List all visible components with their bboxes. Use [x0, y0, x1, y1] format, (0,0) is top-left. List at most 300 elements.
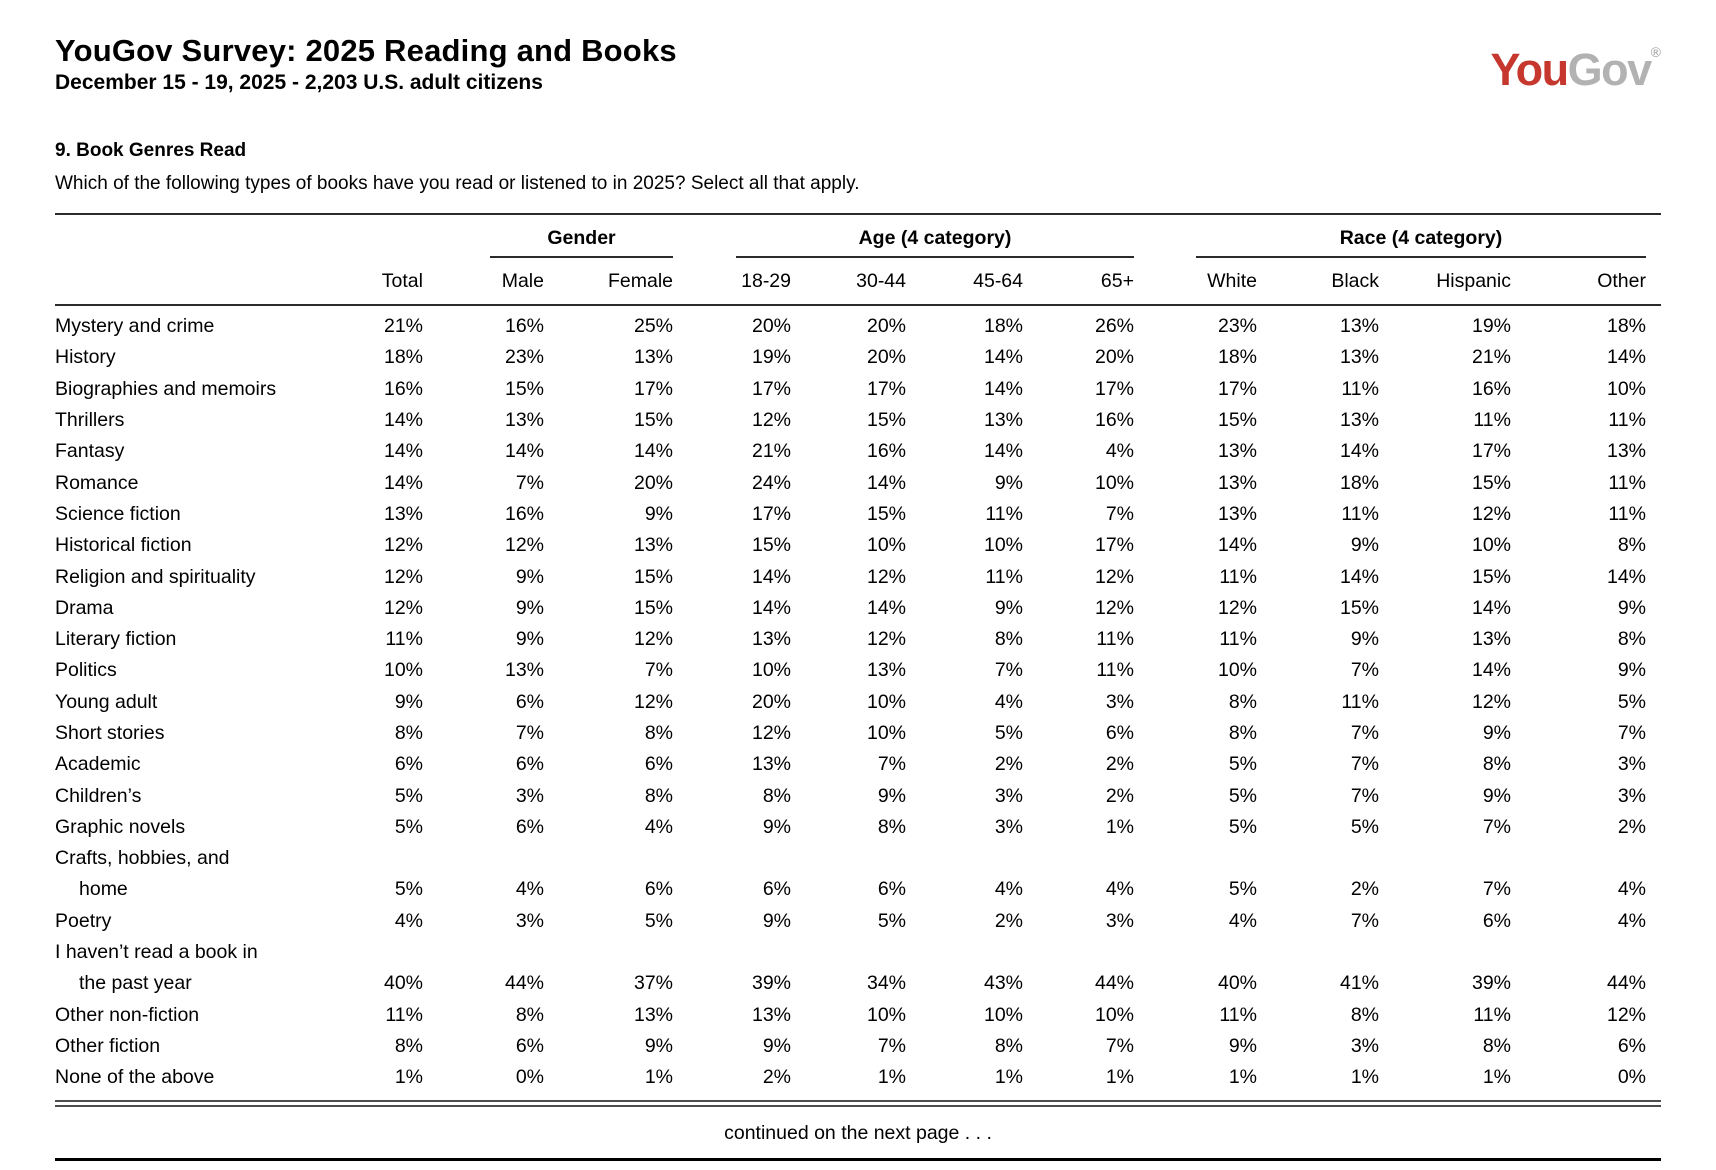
value-cell: 13% [1339, 315, 1379, 338]
value-cell: 13% [1217, 502, 1257, 525]
row-label-line: the past year [79, 972, 192, 995]
value-cell: 2% [1105, 753, 1134, 776]
value-cell: 2% [762, 1066, 791, 1089]
value-cell: 19% [751, 346, 791, 369]
table-row [55, 405, 1661, 436]
column-header: Total [355, 258, 423, 305]
table-row [55, 718, 1661, 749]
value-cell: 8% [994, 628, 1023, 651]
table-row [55, 749, 1661, 780]
row-label-line: Mystery and crime [55, 315, 215, 338]
row-label-line: Young adult [55, 690, 158, 713]
row-label [55, 843, 355, 906]
row-label [55, 718, 355, 749]
value-cell: 16% [1094, 409, 1134, 432]
value-cell: 4% [394, 909, 423, 932]
value-cell: 2% [994, 909, 1023, 932]
table-row [55, 655, 1661, 686]
table-row [55, 843, 1661, 906]
value-cell: 4% [994, 690, 1023, 713]
value-cell: 3% [994, 784, 1023, 807]
value-cell: 1% [994, 1066, 1023, 1089]
value-cell: 3% [1617, 753, 1646, 776]
value-cell: 10% [983, 1003, 1023, 1026]
value-cell: 9% [1350, 534, 1379, 557]
row-label [55, 593, 355, 624]
value-cell: 20% [866, 315, 906, 338]
table-row [55, 687, 1661, 718]
row-label-line: Other fiction [55, 1034, 161, 1057]
value-cell: 5% [1228, 753, 1257, 776]
column-header: Other [1511, 258, 1661, 305]
value-cell: 10% [866, 1003, 906, 1026]
value-cell: 14% [383, 440, 423, 463]
value-cell: 23% [504, 346, 544, 369]
table-row [55, 1062, 1661, 1098]
table-row [55, 812, 1661, 843]
value-cell: 44% [1606, 972, 1646, 995]
value-cell: 8% [394, 721, 423, 744]
value-cell: 12% [383, 534, 423, 557]
value-cell: 17% [751, 377, 791, 400]
value-cell: 26% [1094, 315, 1134, 338]
value-cell: 14% [504, 440, 544, 463]
value-cell: 14% [751, 596, 791, 619]
value-cell: 14% [1471, 596, 1511, 619]
value-cell: 2% [1350, 878, 1379, 901]
document-header [55, 34, 1661, 95]
table-row [55, 499, 1661, 530]
value-cell: 5% [394, 815, 423, 838]
value-cell: 15% [751, 534, 791, 557]
registered-trademark-icon: ® [1650, 44, 1661, 60]
value-cell: 9% [762, 1034, 791, 1057]
value-cell: 14% [1339, 440, 1379, 463]
value-cell: 4% [1617, 909, 1646, 932]
continued-note: continued on the next page . . . [724, 1121, 992, 1144]
value-cell: 9% [762, 815, 791, 838]
question-heading: 9. Book Genres Read [55, 140, 247, 162]
value-cell: 7% [1350, 753, 1379, 776]
value-cell: 9% [1617, 596, 1646, 619]
row-label [55, 687, 355, 718]
value-cell: 8% [1482, 753, 1511, 776]
table-row [55, 1000, 1661, 1031]
logo-you-text: You [1490, 44, 1568, 95]
value-cell: 13% [1606, 440, 1646, 463]
group-header-cell [423, 214, 673, 258]
value-cell: 3% [994, 815, 1023, 838]
value-cell: 7% [1482, 815, 1511, 838]
value-cell: 19% [1471, 315, 1511, 338]
page-title: YouGov Survey: 2025 Reading and Books [55, 33, 677, 68]
value-cell: 2% [1105, 784, 1134, 807]
value-cell: 14% [1606, 565, 1646, 588]
value-cell: 12% [866, 628, 906, 651]
value-cell: 12% [1471, 690, 1511, 713]
value-cell: 24% [751, 471, 791, 494]
question-text: Which of the following types of books have you read or listened to in 2025? Select all that apply. [55, 172, 860, 194]
value-cell: 14% [866, 471, 906, 494]
value-cell: 13% [633, 534, 673, 557]
group-header: Age (4 category) [736, 227, 1134, 258]
value-cell: 10% [1606, 377, 1646, 400]
value-cell: 6% [1482, 909, 1511, 932]
row-label-line: Graphic novels [55, 815, 186, 838]
value-cell: 6% [644, 878, 673, 901]
value-cell: 41% [1339, 972, 1379, 995]
value-cell: 34% [866, 972, 906, 995]
value-cell: 8% [515, 1003, 544, 1026]
value-cell: 14% [983, 377, 1023, 400]
value-cell: 4% [644, 815, 673, 838]
value-cell: 6% [1105, 721, 1134, 744]
row-label [55, 305, 355, 342]
value-cell: 40% [383, 972, 423, 995]
value-cell: 1% [1228, 1066, 1257, 1089]
value-cell: 11% [1341, 690, 1379, 713]
value-cell: 7% [1350, 784, 1379, 807]
value-cell: 8% [644, 721, 673, 744]
value-cell: 10% [1094, 471, 1134, 494]
value-cell: 4% [994, 878, 1023, 901]
value-cell: 21% [383, 315, 423, 338]
value-cell: 39% [751, 972, 791, 995]
row-label [55, 342, 355, 373]
value-cell: 3% [1105, 909, 1134, 932]
value-cell: 5% [1617, 690, 1646, 713]
value-cell: 15% [1339, 596, 1379, 619]
value-cell: 8% [877, 815, 906, 838]
row-label-column-header [55, 258, 355, 305]
value-cell: 11% [1608, 502, 1646, 525]
value-cell: 12% [383, 565, 423, 588]
value-cell: 37% [633, 972, 673, 995]
value-cell: 7% [1617, 721, 1646, 744]
value-cell: 12% [633, 628, 673, 651]
value-cell: 9% [1617, 659, 1646, 682]
value-cell: 43% [983, 972, 1023, 995]
value-cell: 10% [983, 534, 1023, 557]
value-cell: 13% [1339, 409, 1379, 432]
value-cell: 8% [1482, 1034, 1511, 1057]
value-cell: 10% [1094, 1003, 1134, 1026]
rule-line [55, 1100, 1661, 1102]
column-header: 18-29 [673, 258, 791, 305]
value-cell: 11% [1341, 377, 1379, 400]
row-label [55, 1031, 355, 1062]
column-header-row [55, 258, 1661, 305]
table-row [55, 781, 1661, 812]
column-header: Female [544, 258, 673, 305]
value-cell: 11% [385, 628, 423, 651]
value-cell: 11% [985, 502, 1023, 525]
row-label-line: Biographies and memoirs [55, 377, 277, 400]
value-cell: 10% [866, 690, 906, 713]
value-cell: 7% [877, 753, 906, 776]
value-cell: 11% [1219, 565, 1257, 588]
value-cell: 11% [1219, 1003, 1257, 1026]
value-cell: 11% [1473, 409, 1511, 432]
table-row [55, 374, 1661, 405]
value-cell: 4% [1105, 878, 1134, 901]
value-cell: 6% [1617, 1034, 1646, 1057]
group-header-spacer [55, 214, 423, 258]
value-cell: 12% [1094, 565, 1134, 588]
value-cell: 17% [1471, 440, 1511, 463]
row-label [55, 781, 355, 812]
value-cell: 9% [644, 1034, 673, 1057]
value-cell: 10% [1217, 659, 1257, 682]
value-cell: 8% [1228, 690, 1257, 713]
table-row [55, 1031, 1661, 1062]
value-cell: 5% [644, 909, 673, 932]
value-cell: 7% [994, 659, 1023, 682]
value-cell: 5% [1350, 815, 1379, 838]
row-label [55, 562, 355, 593]
value-cell: 9% [515, 628, 544, 651]
value-cell: 17% [751, 502, 791, 525]
row-label-line: Religion and spirituality [55, 565, 256, 588]
column-header: 45-64 [906, 258, 1023, 305]
value-cell: 8% [394, 1034, 423, 1057]
value-cell: 12% [1094, 596, 1134, 619]
value-cell: 1% [394, 1066, 423, 1089]
value-cell: 13% [383, 502, 423, 525]
value-cell: 14% [1217, 534, 1257, 557]
row-label [55, 499, 355, 530]
value-cell: 7% [1350, 721, 1379, 744]
value-cell: 5% [1228, 878, 1257, 901]
value-cell: 17% [1094, 377, 1134, 400]
value-cell: 20% [751, 690, 791, 713]
value-cell: 4% [1228, 909, 1257, 932]
value-cell: 44% [504, 972, 544, 995]
row-label-line: Literary fiction [55, 628, 177, 651]
value-cell: 11% [985, 565, 1023, 588]
value-cell: 2% [1617, 815, 1646, 838]
value-cell: 11% [1096, 659, 1134, 682]
value-cell: 1% [644, 1066, 673, 1089]
row-label-line: Politics [55, 659, 117, 682]
value-cell: 5% [877, 909, 906, 932]
value-cell: 15% [1471, 565, 1511, 588]
value-cell: 12% [751, 409, 791, 432]
value-cell: 23% [1217, 315, 1257, 338]
row-label-line: History [55, 346, 116, 369]
value-cell: 5% [394, 878, 423, 901]
value-cell: 7% [644, 659, 673, 682]
row-label-line: I haven’t read a book in [55, 941, 258, 964]
value-cell: 10% [866, 721, 906, 744]
column-header: Hispanic [1379, 258, 1511, 305]
value-cell: 10% [383, 659, 423, 682]
value-cell: 4% [1105, 440, 1134, 463]
value-cell: 11% [1608, 409, 1646, 432]
row-label-line: None of the above [55, 1066, 215, 1089]
results-table [55, 213, 1661, 1099]
value-cell: 1% [1105, 815, 1134, 838]
value-cell: 2% [994, 753, 1023, 776]
row-label [55, 374, 355, 405]
logo-gov-text: Gov [1567, 44, 1651, 95]
row-label [55, 937, 355, 1000]
value-cell: 12% [1217, 596, 1257, 619]
value-cell: 15% [633, 409, 673, 432]
value-cell: 14% [633, 440, 673, 463]
value-cell: 7% [1350, 659, 1379, 682]
value-cell: 7% [515, 471, 544, 494]
row-label-line: Other non-fiction [55, 1003, 200, 1026]
value-cell: 7% [1105, 502, 1134, 525]
value-cell: 20% [1094, 346, 1134, 369]
value-cell: 18% [383, 346, 423, 369]
value-cell: 3% [1617, 784, 1646, 807]
value-cell: 9% [994, 471, 1023, 494]
value-cell: 13% [751, 628, 791, 651]
value-cell: 15% [504, 377, 544, 400]
table-row [55, 436, 1661, 467]
column-header: White [1134, 258, 1257, 305]
row-label-line: Fantasy [55, 440, 125, 463]
value-cell: 9% [1350, 628, 1379, 651]
table-row [55, 530, 1661, 561]
value-cell: 44% [1094, 972, 1134, 995]
row-label-line: Short stories [55, 721, 165, 744]
value-cell: 40% [1217, 972, 1257, 995]
value-cell: 13% [1217, 471, 1257, 494]
value-cell: 1% [1105, 1066, 1134, 1089]
row-label-line: Drama [55, 596, 114, 619]
value-cell: 14% [1339, 565, 1379, 588]
row-label [55, 468, 355, 499]
value-cell: 18% [1606, 315, 1646, 338]
value-cell: 18% [983, 315, 1023, 338]
value-cell: 13% [1471, 628, 1511, 651]
value-cell: 5% [1228, 815, 1257, 838]
value-cell: 12% [504, 534, 544, 557]
value-cell: 21% [1471, 346, 1511, 369]
value-cell: 0% [1617, 1066, 1646, 1089]
value-cell: 14% [751, 565, 791, 588]
value-cell: 3% [1350, 1034, 1379, 1057]
table-row [55, 468, 1661, 499]
value-cell: 6% [877, 878, 906, 901]
value-cell: 7% [1105, 1034, 1134, 1057]
group-header-cell [673, 214, 1134, 258]
value-cell: 17% [1094, 534, 1134, 557]
value-cell: 6% [515, 815, 544, 838]
value-cell: 13% [751, 753, 791, 776]
value-cell: 25% [633, 315, 673, 338]
table-row [55, 593, 1661, 624]
value-cell: 6% [644, 753, 673, 776]
value-cell: 6% [515, 1034, 544, 1057]
value-cell: 10% [866, 534, 906, 557]
row-label-line: Crafts, hobbies, and [55, 847, 230, 870]
value-cell: 20% [633, 471, 673, 494]
value-cell: 8% [644, 784, 673, 807]
yougov-logo [1490, 44, 1661, 95]
value-cell: 17% [866, 377, 906, 400]
value-cell: 7% [515, 721, 544, 744]
column-header: Male [423, 258, 544, 305]
column-header: 30-44 [791, 258, 906, 305]
value-cell: 13% [866, 659, 906, 682]
value-cell: 16% [866, 440, 906, 463]
value-cell: 39% [1471, 972, 1511, 995]
row-label [55, 749, 355, 780]
value-cell: 4% [515, 878, 544, 901]
value-cell: 1% [1350, 1066, 1379, 1089]
row-label [55, 405, 355, 436]
row-label-line: Academic [55, 753, 141, 776]
table-row [55, 562, 1661, 593]
value-cell: 13% [633, 346, 673, 369]
page-subtitle: December 15 - 19, 2025 - 2,203 U.S. adult citizens [55, 71, 543, 95]
row-label [55, 530, 355, 561]
value-cell: 18% [1217, 346, 1257, 369]
value-cell: 13% [983, 409, 1023, 432]
value-cell: 14% [383, 471, 423, 494]
value-cell: 7% [1350, 909, 1379, 932]
value-cell: 15% [866, 409, 906, 432]
table-row [55, 342, 1661, 373]
row-label-line: Historical fiction [55, 534, 192, 557]
value-cell: 15% [633, 565, 673, 588]
value-cell: 16% [504, 315, 544, 338]
value-cell: 17% [633, 377, 673, 400]
value-cell: 10% [1471, 534, 1511, 557]
value-cell: 11% [1341, 502, 1379, 525]
value-cell: 13% [1217, 440, 1257, 463]
row-label [55, 1062, 355, 1098]
value-cell: 9% [1482, 784, 1511, 807]
group-header: Race (4 category) [1196, 227, 1646, 258]
row-label [55, 1000, 355, 1031]
value-cell: 10% [751, 659, 791, 682]
value-cell: 7% [877, 1034, 906, 1057]
row-label [55, 812, 355, 843]
value-cell: 9% [762, 909, 791, 932]
value-cell: 12% [1606, 1003, 1646, 1026]
value-cell: 9% [515, 565, 544, 588]
value-cell: 0% [515, 1066, 544, 1089]
value-cell: 13% [633, 1003, 673, 1026]
value-cell: 11% [1608, 471, 1646, 494]
value-cell: 13% [504, 659, 544, 682]
value-cell: 17% [1217, 377, 1257, 400]
value-cell: 8% [762, 784, 791, 807]
value-cell: 16% [383, 377, 423, 400]
column-header: Black [1257, 258, 1379, 305]
value-cell: 12% [866, 565, 906, 588]
table-row [55, 305, 1661, 342]
value-cell: 13% [504, 409, 544, 432]
table-row [55, 937, 1661, 1000]
value-cell: 15% [633, 596, 673, 619]
value-cell: 8% [1228, 721, 1257, 744]
value-cell: 6% [394, 753, 423, 776]
value-cell: 14% [866, 596, 906, 619]
value-cell: 8% [994, 1034, 1023, 1057]
value-cell: 12% [751, 721, 791, 744]
value-cell: 11% [1473, 1003, 1511, 1026]
value-cell: 5% [394, 784, 423, 807]
value-cell: 7% [1482, 878, 1511, 901]
table-row [55, 624, 1661, 655]
value-cell: 11% [1096, 628, 1134, 651]
